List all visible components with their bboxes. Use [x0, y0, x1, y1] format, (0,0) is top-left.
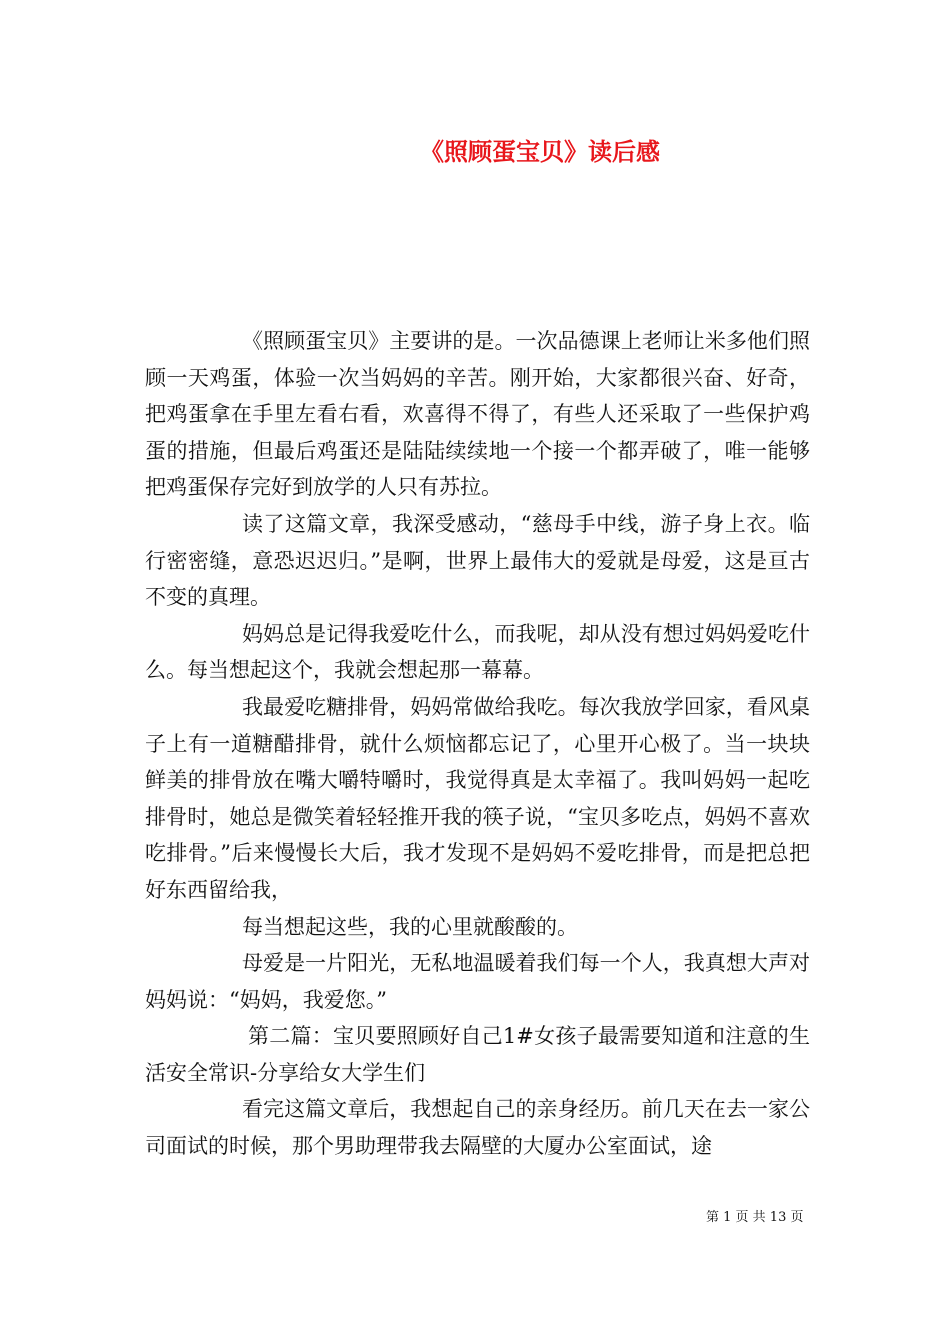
paragraph-second-article-title: 第二篇：宝贝要照顾好自己1#女孩子最需要知道和注意的生活安全常识-分享给女大学生们	[145, 1024, 810, 1085]
paragraph-mother-memory: 妈妈总是记得我爱吃什么，而我呢，却从没有想过妈妈爱吃什么。每当想起这个，我就会想起那一幕幕。	[145, 621, 810, 683]
paragraph-summary: 《照顾蛋宝贝》主要讲的是。一次品德课上老师让米多他们照顾一天鸡蛋，体验一次当妈妈的辛苦。刚开始，大家都很兴奋、好奇，把鸡蛋拿在手里左看右看，欢喜得不得了，有些人还采取了一些保护鸡蛋的措施，但最后鸡蛋还是陆陆续续地一个接一个都弄破了，唯一能够把鸡蛋保存完好到放学的人只有苏拉。	[145, 329, 810, 500]
paragraph-personal-experience: 看完这篇文章后，我想起自己的亲身经历。前几天在去一家公司面试的时候，那个男助理带我去隔壁的大厦办公室面试，途	[145, 1097, 810, 1159]
document-title: 《照顾蛋宝贝》读后感	[420, 137, 660, 166]
paragraph-reflection: 读了这篇文章，我深受感动，“慈母手中线，游子身上衣。临行密密缝，意恐迟迟归。”是啊，世界上最伟大的爱就是母爱，这是亘古不变的真理。	[145, 511, 810, 610]
paragraph-sour-heart: 每当想起这些，我的心里就酸酸的。	[242, 914, 578, 939]
paragraph-sweet-ribs: 我最爱吃糖排骨，妈妈常做给我吃。每次我放学回家，看风桌子上有一道糖醋排骨，就什么烦恼都忘记了，心里开心极了。当一块块鲜美的排骨放在嘴大嚼特嚼时，我觉得真是太幸福了。我叫妈妈一起吃排骨时，她总是微笑着轻轻推开我的筷子说，“宝贝多吃点，妈妈不喜欢吃排骨。”后来慢慢长大后，我才发现不是妈妈不爱吃排骨，而是把总把好东西留给我，	[145, 694, 810, 902]
page-number: 第 1 页 共 13 页	[706, 1210, 804, 1225]
paragraph-mother-love: 母爱是一片阳光，无私地温暖着我们每一个人，我真想大声对妈妈说：“妈妈，我爱您。”	[145, 951, 810, 1012]
document-body	[145, 323, 810, 1165]
